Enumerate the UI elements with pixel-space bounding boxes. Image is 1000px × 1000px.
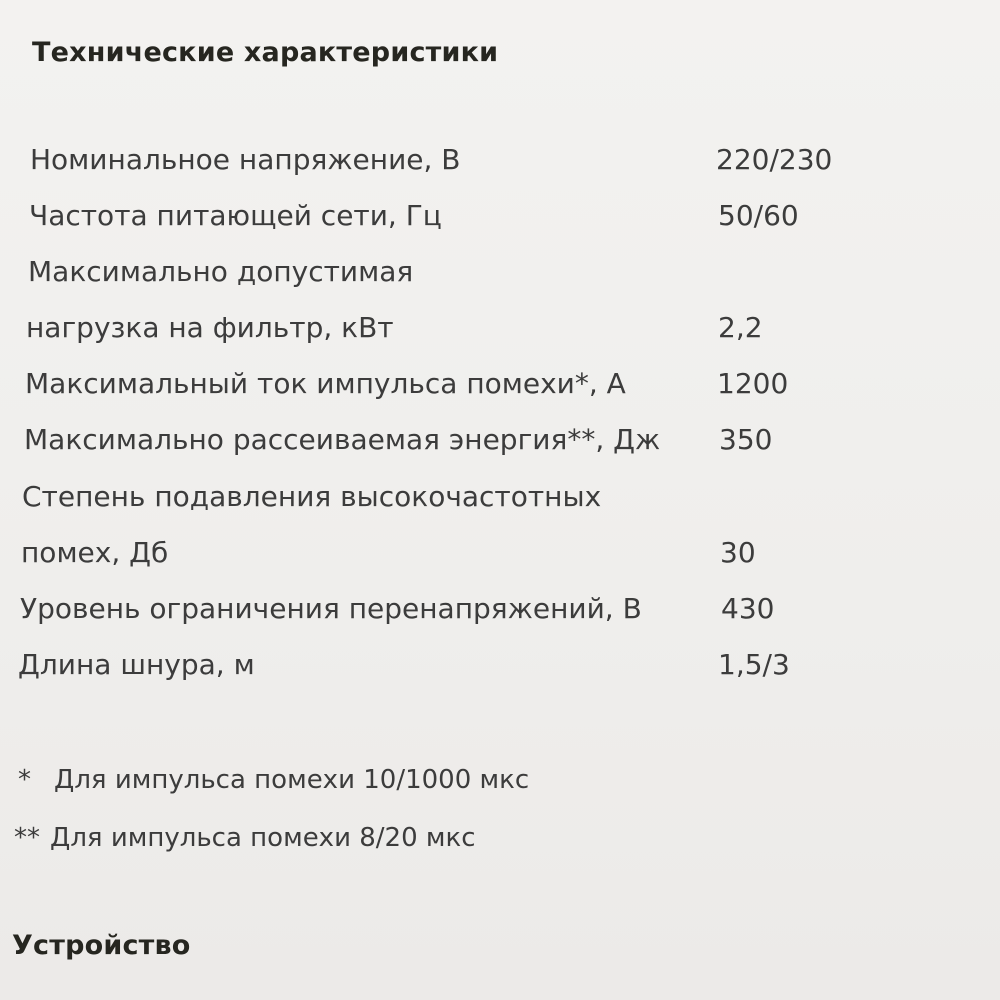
spec-row (0, 252, 1000, 292)
spec-label: Максимальный ток импульса помехи*, А (25, 367, 626, 400)
spec-label: Степень подавления высокочастотных (22, 480, 602, 513)
spec-row (0, 589, 1000, 629)
spec-value: 350 (719, 423, 773, 456)
footnote (14, 818, 476, 858)
spec-value: 50/60 (718, 199, 799, 232)
spec-row (0, 420, 1000, 460)
spec-value: 1200 (717, 367, 789, 400)
device-heading: Устройство (12, 930, 191, 961)
spec-label: Частота питающей сети, Гц (29, 199, 442, 232)
spec-label: Длина шнура, м (18, 648, 255, 681)
footnote-mark: ** (14, 823, 40, 853)
spec-label: Максимально допустимая (28, 255, 414, 288)
footnote (18, 760, 529, 800)
spec-value: 2,2 (718, 311, 763, 344)
spec-row (0, 140, 1000, 180)
spec-row (0, 308, 1000, 348)
spec-row (0, 645, 1000, 685)
spec-label: Уровень ограничения перенапряжений, В (20, 592, 642, 625)
spec-value: 30 (720, 536, 756, 569)
spec-value: 1,5/3 (718, 648, 790, 681)
footnote-mark: * (18, 765, 31, 795)
spec-label: Максимально рассеиваемая энергия**, Дж (24, 423, 661, 456)
spec-label: нагрузка на фильтр, кВт (26, 311, 394, 344)
spec-value: 430 (721, 592, 775, 625)
spec-label: Номинальное напряжение, В (30, 143, 461, 176)
footnote-text: Для импульса помехи 10/1000 мкс (54, 765, 530, 795)
spec-row (0, 477, 1000, 517)
spec-value: 220/230 (716, 143, 833, 176)
spec-label: помех, Дб (21, 536, 169, 569)
spec-row (0, 196, 1000, 236)
footnote-text: Для импульса помехи 8/20 мкс (50, 823, 476, 853)
spec-row (0, 364, 1000, 404)
specs-heading: Технические характеристики (32, 37, 499, 68)
spec-row (0, 533, 1000, 573)
